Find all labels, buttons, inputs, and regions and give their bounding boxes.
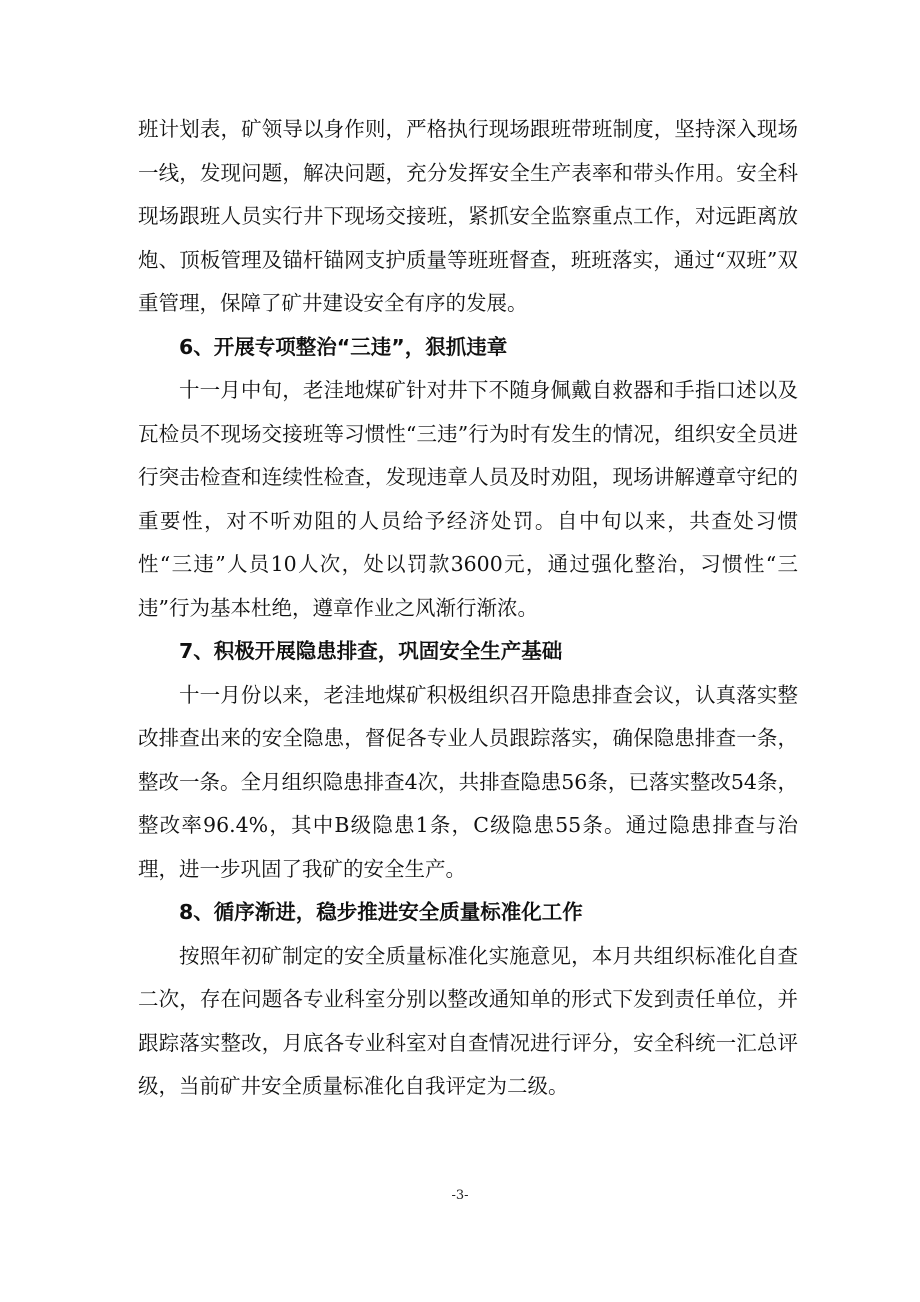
- page-number: -3-: [451, 1188, 469, 1203]
- section-8-heading: 8、循序渐进，稳步推进安全质量标准化工作: [179, 900, 583, 924]
- opening-paragraph: 班计划表，矿领导以身作则，严格执行现场跟班带班制度，坚持深入现场一线，发现问题，解决问题，充分发挥安全生产表率和带头作用。安全科现场跟班人员实行井下现场交接班，紧抓安全监察重点工作，对远距离放炮、顶板管理及锚杆锚网支护质量等班班督查，班班落实，通过“双班”双重管理，保障了矿井建设安全有序的发展。: [138, 117, 798, 315]
- section-6-heading: 6、开展专项整治“三违”，狠抓违章: [179, 334, 508, 359]
- section-7-heading: 7、积极开展隐患排查，巩固安全生产基础: [179, 639, 563, 663]
- section-6-body: 十一月中旬，老洼地煤矿针对井下不随身佩戴自救器和手指口述以及瓦检员不现场交接班等习惯性“三违”行为时有发生的情况，组织安全员进行突击检查和连续性检查，发现违章人员及时劝阻，现场讲解遵章守纪的重要性，对不听劝阻的人员给予经济处罚。自中旬以来，共查处习惯性“三违”人员10人次，处以罚款3600元，通过强化整治，习惯性“三违”行为基本杜绝，遵章作业之风渐行渐浓。: [138, 378, 798, 620]
- document-body: [138, 108, 798, 1109]
- section-7-body: 十一月份以来，老洼地煤矿积极组织召开隐患排查会议，认真落实整改排查出来的安全隐患，督促各专业人员跟踪落实，确保隐患排查一条，整改一条。全月组织隐患排查4次，共排查隐患56条，已落实整改54条，整改率96.4%，其中B级隐患1条，C级隐患55条。通过隐患排查与治理，进一步巩固了我矿的安全生产。: [138, 682, 798, 881]
- section-8-body: 按照年初矿制定的安全质量标准化实施意见，本月共组织标准化自查二次，存在问题各专业科室分别以整改通知单的形式下发到责任单位，并跟踪落实整改，月底各专业科室对自查情况进行评分，安全科统一汇总评级，当前矿井安全质量标准化自我评定为二级。: [138, 943, 798, 1098]
